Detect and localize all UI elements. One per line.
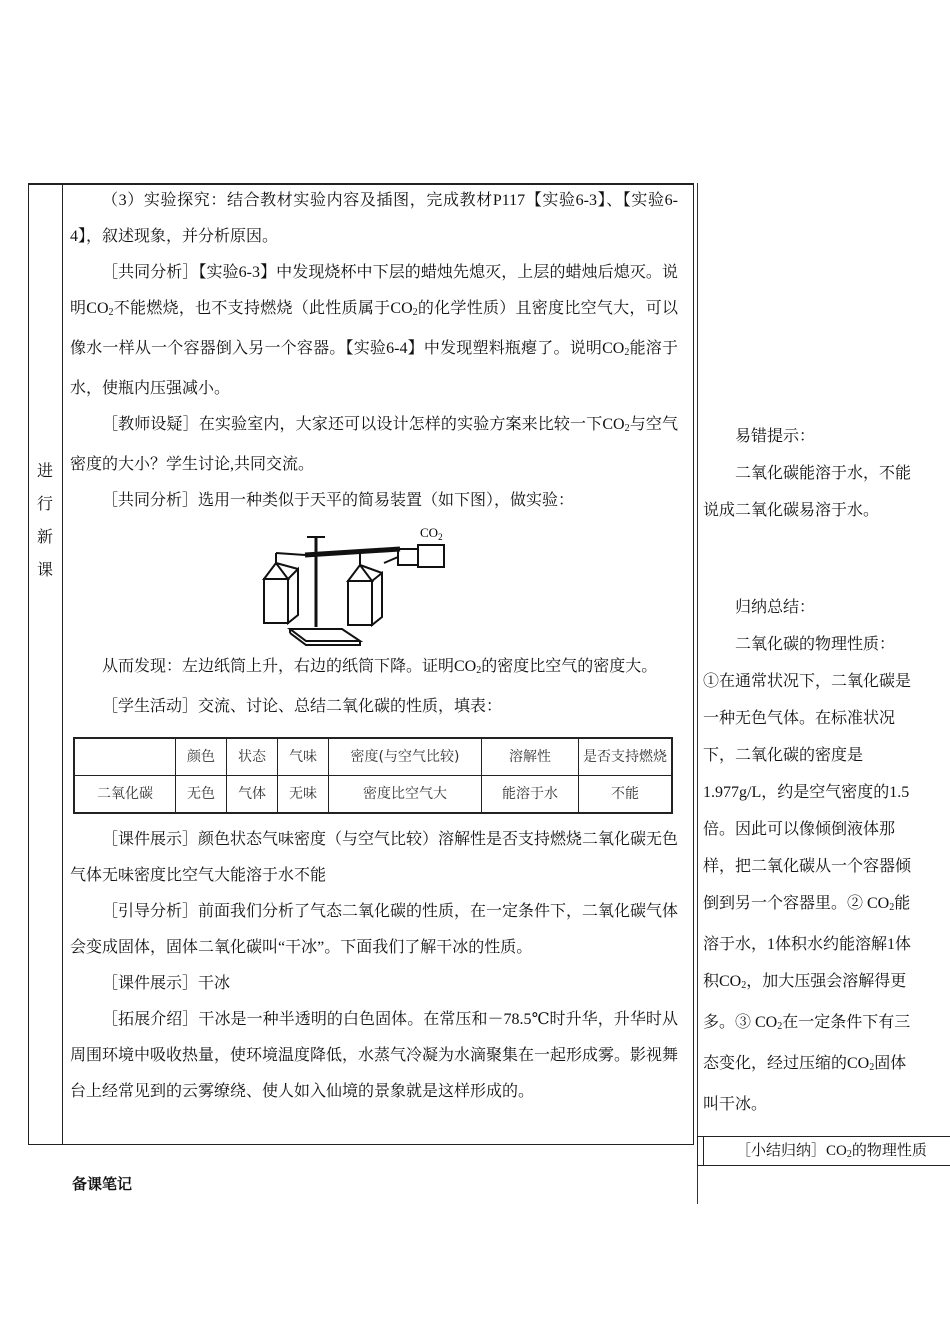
table-cell [74, 738, 176, 776]
lesson-content [70, 183, 678, 1110]
section-label-char: 课 [36, 562, 53, 579]
error-tip [703, 418, 915, 529]
co2-properties-table [73, 737, 673, 814]
table-cell: 气体 [227, 776, 278, 814]
table-cell: 无色 [176, 776, 227, 814]
section-label-char: 进 [36, 463, 53, 480]
paragraph-student-activity: ［学生活动］交流、讨论、总结二氧化碳的性质，填表： [102, 698, 503, 715]
paragraph-experiment: （3）实验探究：结合教材实验内容及插图，完成教材P117【实验6-3】、【实验6-4】，叙述现象，并分析原因。 [70, 192, 678, 245]
summary-text: ①在通常状况下，二氧化碳是一种无色气体。在标准状况下，二氧化碳的密度是1.977g/L，约是空气密度的1.5倍。因此可以像倾倒液体那样，把二氧化碳从一个容器倾倒到另一个容器里。② $CO_2$能溶于水，1体积水约能溶解1体积$CO_2$，加大压强会溶解得更多。③ $CO_2$在一定条件下有三态变化，经过压缩的$CO_2$固体叫干冰。 [703, 673, 912, 1113]
paragraph-guided-analysis: ［引导分析］前面我们分析了气态二氧化碳的性质，在一定条件下，二氧化碳气体会变成固体，固体二氧化碳叫“干冰”。下面我们了解干冰的性质。 [70, 903, 679, 956]
table-cell: 不能 [579, 776, 673, 814]
error-tip-text: 二氧化碳能溶于水，不能说成二氧化碳易溶于水。 [703, 465, 912, 519]
error-tip-title: 易错提示： [735, 428, 816, 445]
summary-heading: 二氧化碳的物理性质： [735, 636, 896, 653]
balance-apparatus-figure [70, 519, 678, 649]
paragraph-extension: ［拓展介绍］干冰是一种半透明的白色固体。在常压和－78.5℃时升华，升华时从周围环境中吸收热量，使环境温度降低，水蒸气冷凝为水滴聚集在一起形成雾。影视舞台上经常见到的云雾缭绕、使人如入仙境的景象就是这样形成的。 [70, 1011, 679, 1100]
table-cell: 溶解性 [482, 738, 579, 776]
table-cell: 颜色 [176, 738, 227, 776]
prep-notes-label: 备课笔记 [72, 1177, 133, 1193]
lesson-table-divider [62, 183, 63, 1145]
section-label-char: 行 [36, 496, 53, 513]
table-row [74, 776, 672, 814]
table-cell: 状态 [227, 738, 278, 776]
summary-box-divider [703, 1136, 704, 1166]
paragraph-joint-analysis-2: ［共同分析］选用一种类似于天平的简易装置（如下图），做实验： [102, 492, 575, 509]
paragraph-courseware-1: ［课件展示］颜色状态气味密度（与空气比较）溶解性是否支持燃烧二氧化碳无色气体无味密度比空气大能溶于水不能 [70, 831, 679, 884]
paragraph-joint-analysis-1: ［共同分析］【实验6-3】中发现烧杯中下层的蜡烛先熄灭，上层的蜡烛后熄灭。说明$CO_2$不能燃烧，也不支持燃烧（此性质属于$CO_2$的化学性质）且密度比空气大，可以像水一样从一个容器倒入另一个容器。【实验6-4】中发现塑料瓶瘪了。说明$CO_2$能溶于水，使瓶内压强减小。 [70, 264, 678, 397]
section-label [28, 455, 62, 587]
table-cell: 能溶于水 [482, 776, 579, 814]
summary-notes [703, 589, 915, 1123]
paragraph-conclusion: 从而发现：左边纸筒上升，右边的纸筒下降。证明$CO_2$的密度比空气的密度大。 [102, 658, 658, 676]
table-cell: 二氧化碳 [74, 776, 176, 814]
table-cell: 无味 [278, 776, 329, 814]
table-cell: 密度比空气大 [329, 776, 482, 814]
table-header-row [74, 738, 672, 776]
summary-box-text: ［小结归纳$]CO_2$的物理性质 [736, 1143, 927, 1160]
paragraph-teacher-question: ［教师设疑］在实验室内，大家还可以设计怎样的实验方案来比较一下$CO_2$与空气密度的大小？学生讨论,共同交流。 [70, 416, 678, 473]
notes-column-divider [697, 183, 698, 1138]
table-cell: 是否支持燃烧 [579, 738, 673, 776]
balance-diagram [250, 519, 510, 649]
table-cell: 气味 [278, 738, 329, 776]
figure-co2-label: $CO_2$ [420, 525, 443, 542]
summary-title: 归纳总结： [735, 599, 816, 616]
section-label-char: 新 [36, 529, 53, 546]
table-cell: 密度(与空气比较) [329, 738, 482, 776]
paragraph-courseware-2: ［课件展示］干冰 [102, 975, 231, 992]
